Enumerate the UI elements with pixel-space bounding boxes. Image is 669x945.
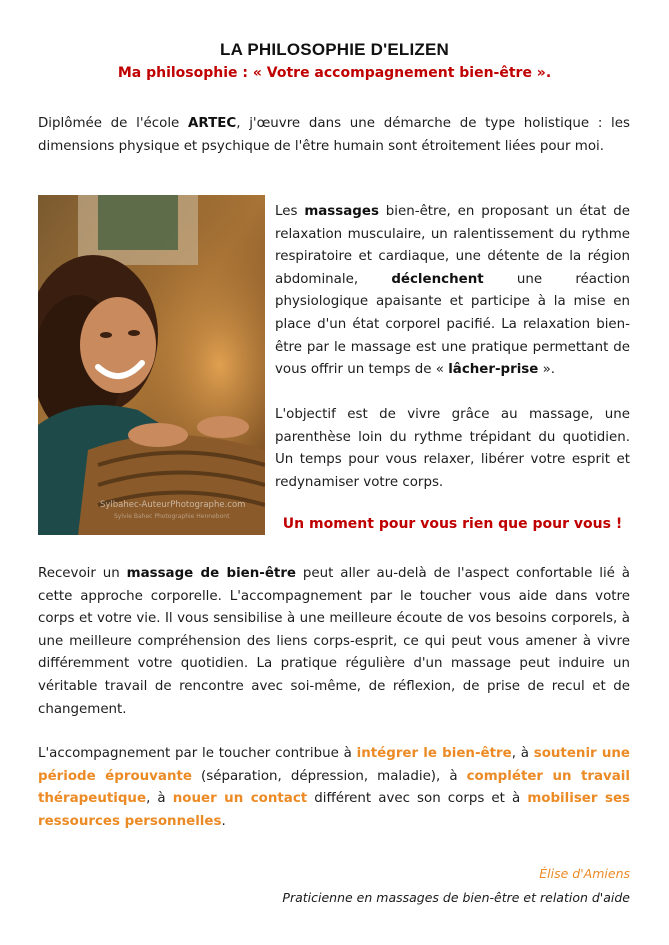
intro-text-end: , j'œuvre dans une démarche de type holistique : les dimensions physique et psychique de l'être humain sont étroitement liées pour moi. bbox=[38, 116, 630, 154]
accomp-highlight-3: compléter un travail thérapeutique bbox=[38, 768, 630, 807]
massages-text-2: bien-être, en proposant un état de relaxation musculaire, un ralentissement du rythme respiratoire et cardiaque, une détente de la région abdominale, bbox=[275, 204, 630, 287]
massages-text-1: Les bbox=[275, 204, 305, 219]
recevoir-bold-1: massage de bien-être bbox=[126, 566, 297, 581]
portrait-photo bbox=[38, 195, 265, 535]
accomp-text-6: . bbox=[221, 813, 226, 829]
intro-paragraph bbox=[38, 113, 630, 158]
accompagnement-paragraph bbox=[38, 743, 630, 833]
massages-bold-3: lâcher-prise bbox=[448, 362, 539, 378]
recevoir-text-2: peut aller au-delà de l'aspect confortable lié à cette approche corporelle. L'accompagnement par le toucher vous aide dans votre corps et votre vie. Il vous sensibilise à une meilleure écoute de vos besoins corporels, à une meilleure compréhension des liens corps-esprit, ce qui peut vous amener à vivre différemment votre quotidien. La pratique régulière d'un massage peut induire un véritable travail de rencontre avec soi-même, de réflexion, de prise de recul et de changement. bbox=[38, 566, 631, 717]
accomp-highlight-5: mobiliser ses ressources personnelles bbox=[38, 791, 630, 829]
recevoir-paragraph bbox=[38, 563, 630, 721]
intro-text-start: Diplômée de l'école bbox=[38, 116, 189, 131]
massages-bold-2: déclenchent bbox=[391, 271, 484, 287]
recevoir-text-1: Recevoir un bbox=[38, 566, 127, 581]
portrait-illustration bbox=[38, 195, 265, 535]
accomp-text-2: , à bbox=[511, 746, 534, 761]
massages-text-4: ». bbox=[538, 362, 556, 378]
accomp-highlight-4: nouer un contact bbox=[172, 791, 308, 807]
intro-school-name: ARTEC bbox=[188, 116, 237, 131]
massages-bold-1: massages bbox=[304, 204, 379, 219]
accomp-text-1: L'accompagnement par le toucher contribue à bbox=[38, 746, 357, 761]
photo-credit: Sylbahec-AuteurPhotographe.com bbox=[100, 500, 246, 510]
massages-text-3: une réaction physiologique apaisante et participe à la mise en place d'un état corporel pacifié. La relaxation bien-être par le massage est une pratique permettant de vous offrir un temps de « bbox=[275, 271, 630, 378]
accomp-highlight-1: intégrer le bien-être bbox=[356, 746, 512, 761]
accomp-highlight-2: soutenir une période éprouvante bbox=[38, 746, 630, 784]
photo-credit-small: Sylvie Bahec Photographie Hennebont bbox=[114, 513, 230, 520]
accomp-text-5: différent avec son corps et à bbox=[307, 791, 528, 807]
accomp-text-3: (séparation, dépression, maladie), à bbox=[191, 768, 467, 784]
signature-role: Praticienne en massages de bien-être et relation d'aide bbox=[282, 890, 630, 905]
page-title: LA PHILOSOPHIE D'ELIZEN bbox=[219, 40, 450, 59]
moment-tagline: Un moment pour vous rien que pour vous ! bbox=[282, 516, 623, 532]
accomp-text-4: , à bbox=[146, 791, 173, 807]
signature-name: Élise d'Amiens bbox=[539, 866, 630, 881]
page-subtitle: Ma philosophie : « Votre accompagnement bien-être ». bbox=[117, 65, 552, 81]
massages-paragraph bbox=[275, 201, 630, 382]
objectif-paragraph: L'objectif est de vivre grâce au massage, une parenthèse loin du rythme trépidant du quotidien. Un temps pour vous relaxer, libérer votre esprit et redynamiser votre corps. bbox=[275, 407, 630, 490]
